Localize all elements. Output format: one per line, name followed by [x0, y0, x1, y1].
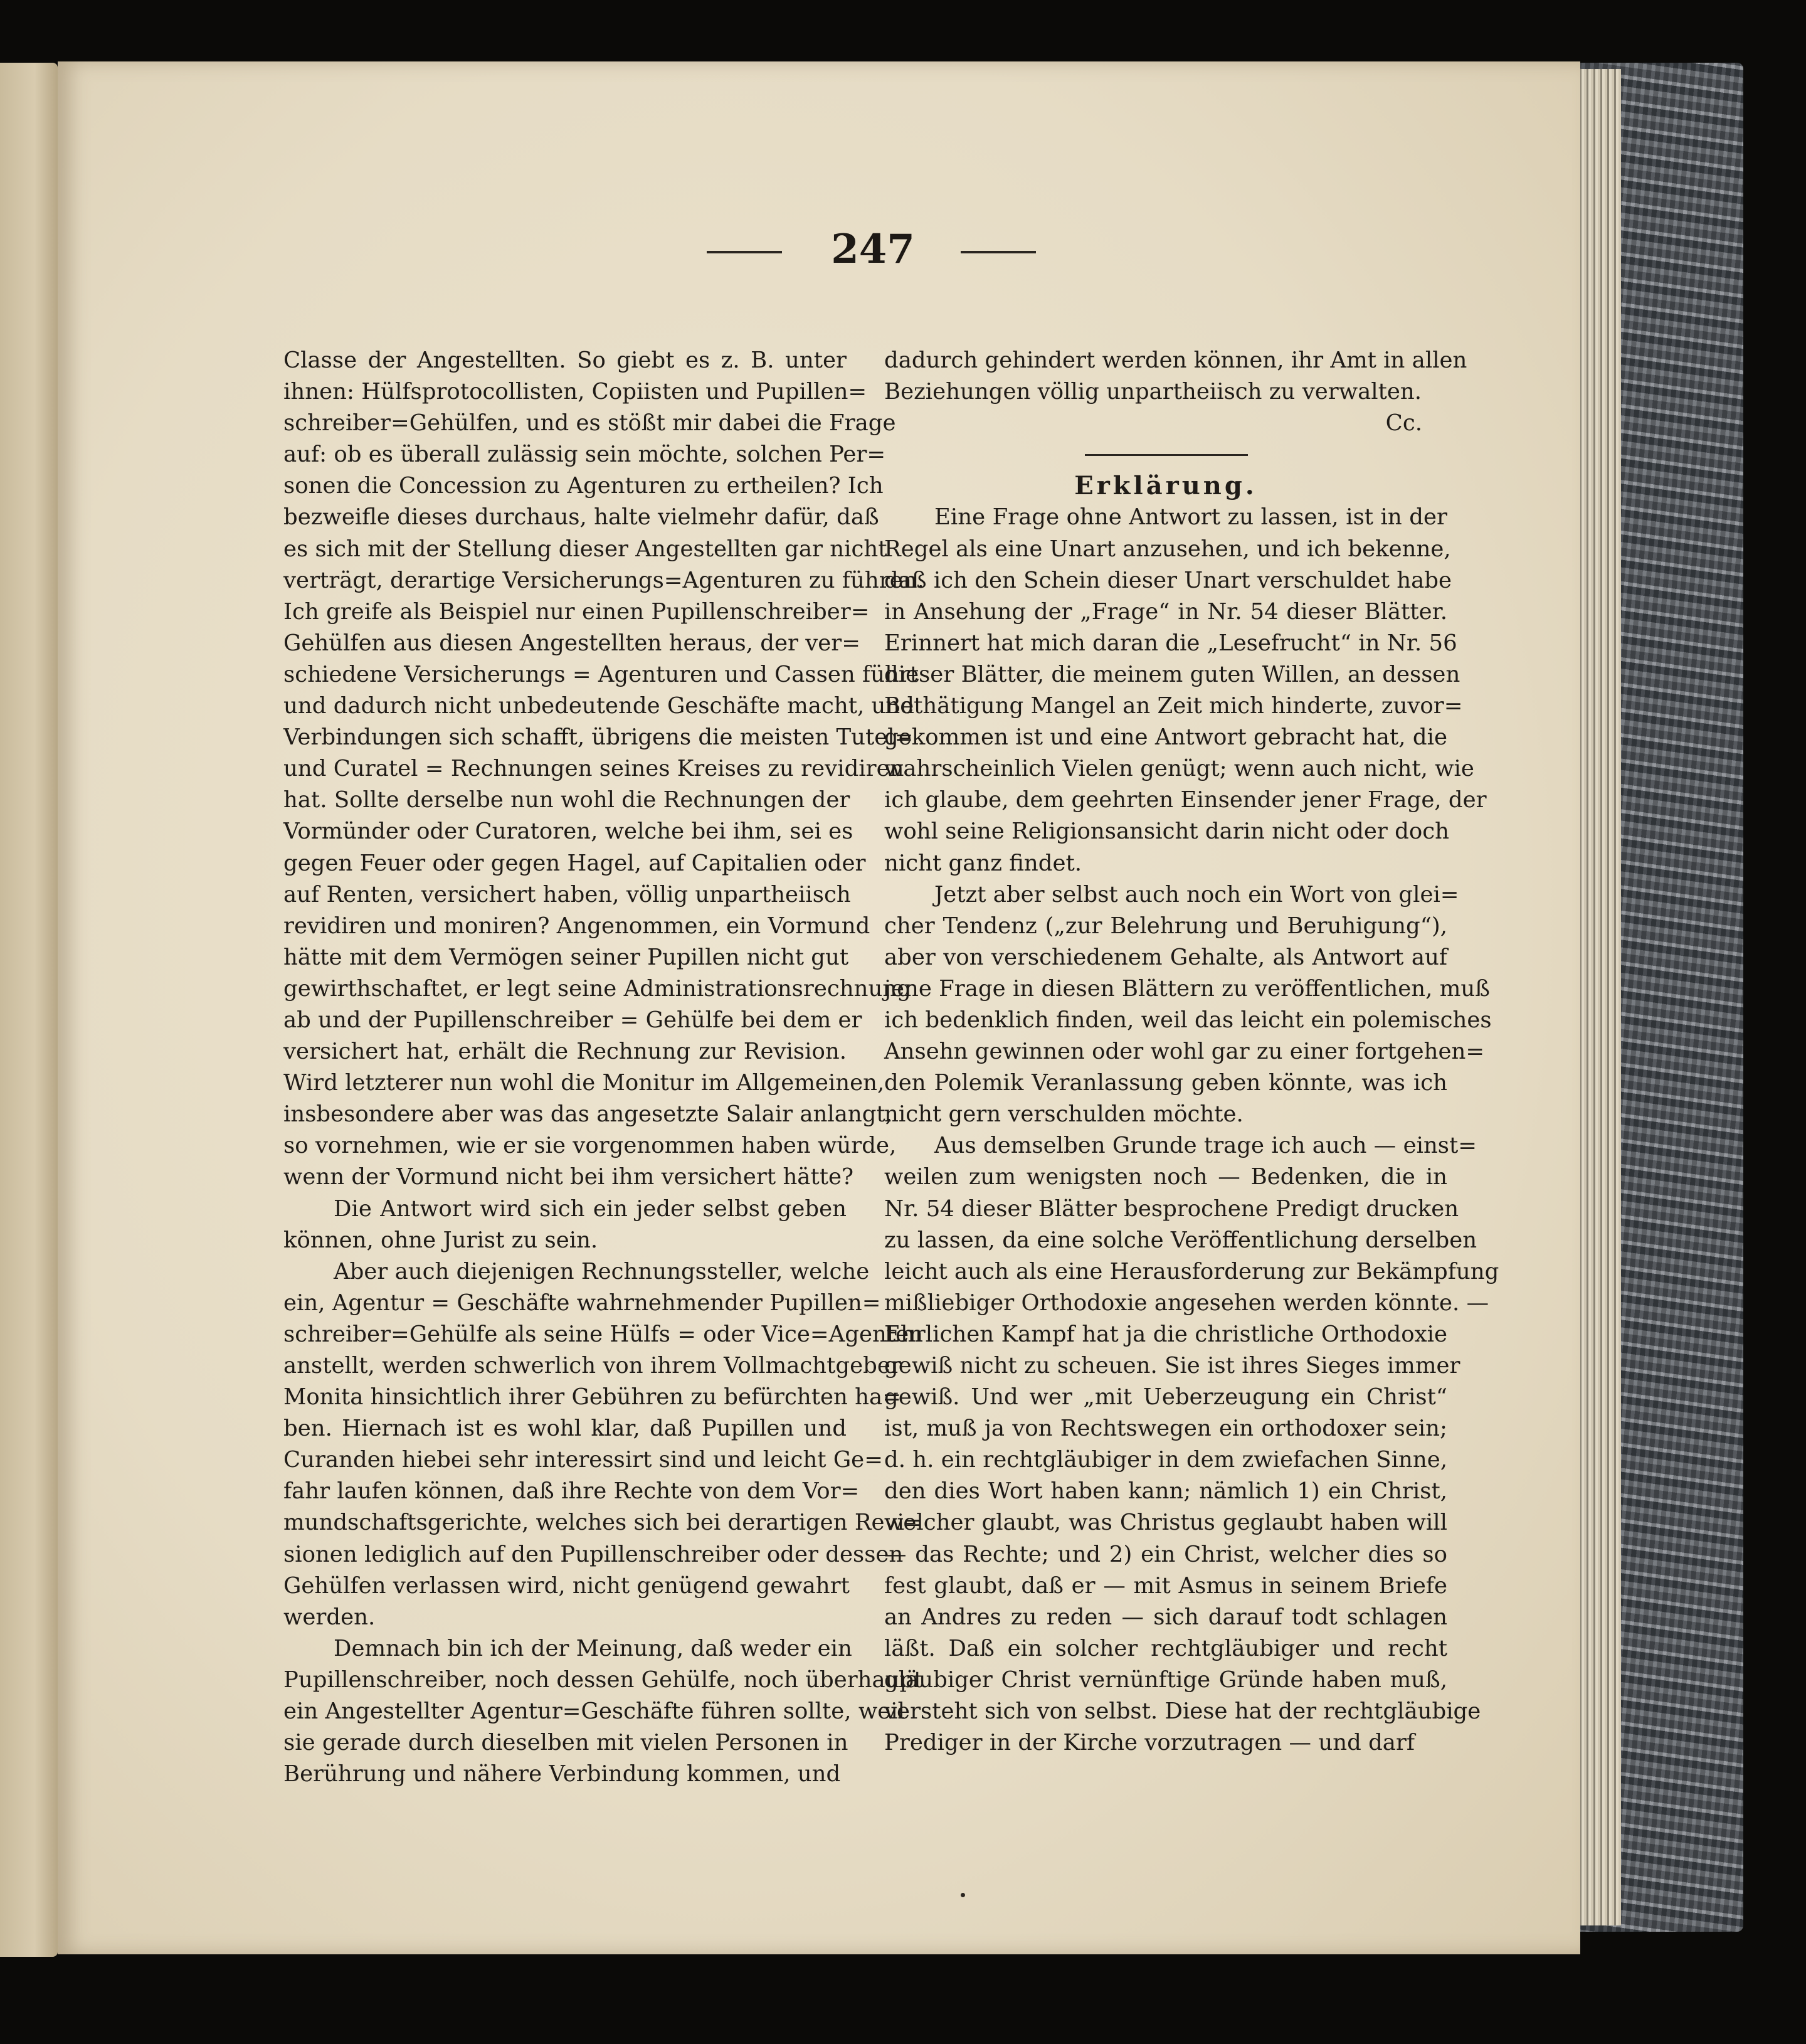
text-line: cher Tendenz („zur Belehrung und Beruhigung“),: [884, 913, 1447, 939]
text-line: Ehrlichen Kampf hat ja die christliche Orthodoxie: [884, 1321, 1447, 1347]
text-line: ist, muß ja von Rechtswegen ein orthodoxer sein;: [884, 1416, 1447, 1442]
text-line: fahr laufen können, daß ihre Rechte von dem Vor=: [283, 1478, 860, 1505]
text-line: Classe der Angestellten. So giebt es z. B. unter: [283, 347, 847, 373]
text-line: versichert hat, erhält die Rechnung zur Revision.: [283, 1039, 847, 1065]
text-line: es sich mit der Stellung dieser Angestellten gar nicht: [283, 536, 887, 562]
text-line: wenn der Vormund nicht bei ihm versichert hätte?: [283, 1164, 854, 1190]
text-line: welcher glaubt, was Christus geglaubt haben will: [884, 1510, 1447, 1536]
text-line: ich bedenklich finden, weil das leicht ein polemisches: [884, 1007, 1492, 1033]
text-line: ben. Hiernach ist es wohl klar, daß Pupillen und: [283, 1416, 847, 1442]
text-line: schreiber=Gehülfe als seine Hülfs = oder Vice=Agenten: [283, 1321, 923, 1347]
text-line: ein Angestellter Agentur=Geschäfte führen sollte, weil: [283, 1698, 905, 1725]
section-title: Erklärung.: [1074, 471, 1257, 501]
text-line: jene Frage in diesen Blättern zu veröffentlichen, muß: [884, 975, 1490, 1002]
text-line: Jetzt aber selbst auch noch ein Wort von glei=: [934, 881, 1459, 908]
text-line: Gehülfen aus diesen Angestellten heraus, der ver=: [283, 630, 861, 656]
text-line: weilen zum wenigsten noch — Bedenken, die in: [884, 1164, 1447, 1190]
section-divider: [884, 439, 1447, 470]
text-line: zu lassen, da eine solche Veröffentlichung derselben: [884, 1227, 1477, 1253]
text-line: und Curatel = Rechnungen seines Kreises zu revidiren: [283, 756, 904, 782]
text-line: — das Rechte; und 2) ein Christ, welcher dies so: [884, 1541, 1447, 1567]
text-line: d. h. ein rechtgläubiger in dem zwiefachen Sinne,: [884, 1447, 1447, 1473]
text-line: gewirthschaftet, er legt seine Administrationsrechnung: [283, 975, 911, 1002]
header-rule-right: [961, 251, 1036, 253]
text-line: in Ansehung der „Frage“ in Nr. 54 dieser Blätter.: [884, 598, 1447, 625]
right-text-column: [884, 345, 1499, 1759]
print-speck: [961, 1893, 965, 1897]
text-line: Pupillenschreiber, noch dessen Gehülfe, noch überhaupt: [283, 1666, 923, 1693]
text-line: sionen lediglich auf den Pupillenschreiber oder dessen: [283, 1541, 904, 1567]
text-line: Aus demselben Grunde trage ich auch — einst=: [934, 1133, 1477, 1159]
text-line: gläubiger Christ vernünftige Gründe haben muß,: [884, 1666, 1447, 1693]
text-line: gewiß. Und wer „mit Ueberzeugung ein Christ“: [884, 1384, 1447, 1411]
text-line: hätte mit dem Vermögen seiner Pupillen nicht gut: [283, 944, 849, 970]
text-line: auf: ob es überall zulässig sein möchte, solchen Per=: [283, 442, 886, 468]
text-line: den Polemik Veranlassung geben könnte, was ich: [884, 1070, 1447, 1096]
text-line: Demnach bin ich der Meinung, daß weder ein: [334, 1635, 852, 1661]
page-number: 247: [831, 226, 915, 273]
text-line: und dadurch nicht unbedeutende Geschäfte macht, und: [283, 693, 914, 719]
text-line: wohl seine Religionsansicht darin nicht oder doch: [884, 818, 1449, 845]
text-line: leicht auch als eine Herausforderung zur Bekämpfung: [884, 1258, 1499, 1284]
text-line: Ansehn gewinnen oder wohl gar zu einer fortgehen=: [884, 1039, 1485, 1065]
text-line: ich glaube, dem geehrten Einsender jener Frage, der: [884, 787, 1487, 813]
page-block-edges: [1577, 69, 1621, 1925]
article-signature: Cc.: [1385, 410, 1422, 437]
text-line: dadurch gehindert werden können, ihr Amt in allen: [884, 347, 1467, 373]
text-line: auf Renten, versichert haben, völlig unpartheiisch: [283, 881, 851, 908]
text-line: Ich greife als Beispiel nur einen Pupillenschreiber=: [283, 598, 870, 625]
text-line: Vormünder oder Curatoren, welche bei ihm, sei es: [283, 818, 853, 845]
text-line: gegen Feuer oder gegen Hagel, auf Capitalien oder: [283, 850, 866, 876]
left-text-column: [283, 345, 924, 1790]
text-line: mißliebiger Orthodoxie angesehen werden könnte. —: [884, 1289, 1489, 1316]
text-line: Aber auch diejenigen Rechnungssteller, welche: [334, 1258, 870, 1284]
text-line: Nr. 54 dieser Blätter besprochene Predigt drucken: [884, 1195, 1459, 1222]
text-line: dieser Blätter, die meinem guten Willen, an dessen: [884, 661, 1460, 687]
text-line: ein, Agentur = Geschäfte wahrnehmender Pupillen=: [283, 1289, 881, 1316]
erklaerung-body: [884, 502, 1499, 1759]
text-line: Berührung und nähere Verbindung kommen, und: [283, 1761, 841, 1787]
text-line: den dies Wort haben kann; nämlich 1) ein Christ,: [884, 1478, 1447, 1505]
text-line: schreiber=Gehülfen, und es stößt mir dabei die Frage: [283, 410, 896, 437]
text-line: anstellt, werden schwerlich von ihrem Vollmachtgeber: [283, 1353, 901, 1379]
text-line: sie gerade durch dieselben mit vielen Personen in: [283, 1730, 848, 1756]
text-line: so vornehmen, wie er sie vorgenommen haben würde,: [283, 1133, 897, 1159]
text-line: gewiß nicht zu scheuen. Sie ist ihres Sieges immer: [884, 1353, 1460, 1379]
text-line: Erinnert hat mich daran die „Lesefrucht“ in Nr. 56: [884, 630, 1457, 656]
text-line: Curanden hiebei sehr interessirt sind und leicht Ge=: [283, 1447, 883, 1473]
text-line: insbesondere aber was das angesetzte Salair anlangt,: [283, 1101, 893, 1128]
text-line: Regel als eine Unart anzusehen, und ich bekenne,: [884, 536, 1451, 562]
text-line: Bethätigung Mangel an Zeit mich hinderte, zuvor=: [884, 693, 1463, 719]
book-page: [58, 61, 1580, 1954]
text-line: Wird letzterer nun wohl die Monitur im Allgemeinen,: [283, 1070, 885, 1096]
text-line: nicht gern verschulden möchte.: [884, 1101, 1244, 1128]
text-line: läßt. Daß ein solcher rechtgläubiger und recht: [884, 1635, 1447, 1661]
text-line: Eine Frage ohne Antwort zu lassen, ist in der: [934, 504, 1447, 531]
text-line: wahrscheinlich Vielen genügt; wenn auch nicht, wie: [884, 756, 1474, 782]
text-line: sonen die Concession zu Agenturen zu ertheilen? Ich: [283, 473, 884, 499]
text-line: schiedene Versicherungs = Agenturen und Cassen führt: [283, 661, 919, 687]
text-line: nicht ganz findet.: [884, 850, 1082, 876]
text-line: an Andres zu reden — sich darauf todt schlagen: [884, 1604, 1447, 1630]
text-line: verträgt, derartige Versicherungs=Agenturen zu führen.: [283, 567, 924, 593]
text-line: mundschaftsgerichte, welches sich bei derartigen Revi=: [283, 1510, 923, 1536]
text-line: hat. Sollte derselbe nun wohl die Rechnungen der: [283, 787, 850, 813]
text-line: ihnen: Hülfsprotocollisten, Copiisten und Pupillen=: [283, 379, 867, 405]
text-line: versteht sich von selbst. Diese hat der rechtgläubige: [884, 1698, 1481, 1725]
text-line: gekommen ist und eine Antwort gebracht hat, die: [884, 724, 1447, 751]
page-header: [58, 226, 1525, 276]
text-line: ab und der Pupillenschreiber = Gehülfe bei dem er: [283, 1007, 862, 1033]
text-line: Verbindungen sich schafft, übrigens die meisten Tutel=: [283, 724, 914, 751]
text-line: fest glaubt, daß er — mit Asmus in seinem Briefe: [884, 1572, 1447, 1599]
text-line: bezweifle dieses durchaus, halte vielmehr dafür, daß: [283, 504, 879, 531]
text-line: Monita hinsichtlich ihrer Gebühren zu befürchten ha=: [283, 1384, 901, 1411]
text-line: werden.: [283, 1604, 376, 1630]
text-line: revidiren und moniren? Angenommen, ein Vormund: [283, 913, 870, 939]
text-line: daß ich den Schein dieser Unart verschuldet habe: [884, 567, 1452, 593]
text-line: Beziehungen völlig unpartheiisch zu verwalten.: [884, 379, 1422, 405]
text-line: Die Antwort wird sich ein jeder selbst geben: [334, 1195, 847, 1222]
facing-page-edge: [0, 63, 58, 1957]
text-line: können, ohne Jurist zu sein.: [283, 1227, 598, 1253]
text-line: aber von verschiedenem Gehalte, als Antwort auf: [884, 944, 1447, 970]
article-continuation: [884, 345, 1467, 408]
header-rule-left: [707, 251, 782, 253]
text-line: Prediger in der Kirche vorzutragen — und darf: [884, 1730, 1415, 1756]
text-line: Gehülfen verlassen wird, nicht genügend gewahrt: [283, 1572, 850, 1599]
